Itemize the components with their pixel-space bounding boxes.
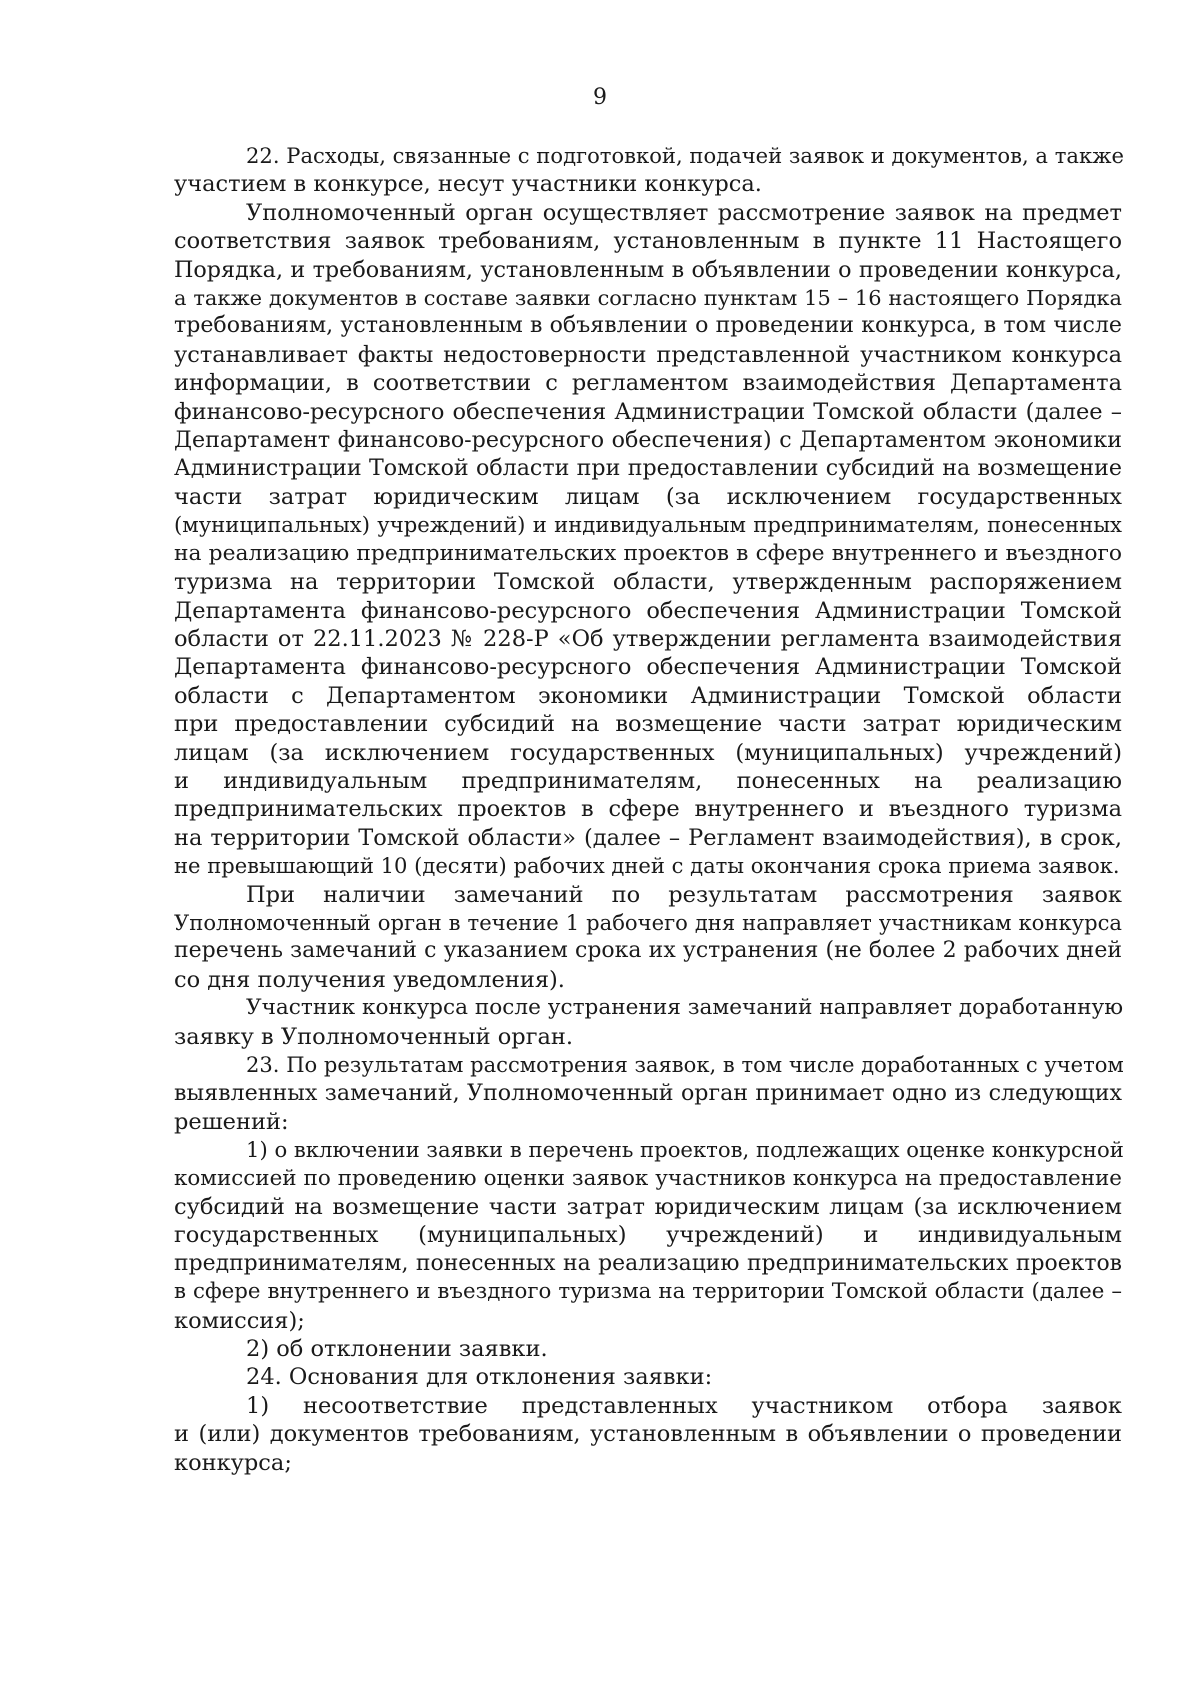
text-line: области от 22.11.2023 № 228-Р «Об утверждении регламента взаимодействия — [174, 625, 1122, 652]
text-line: предпринимательских проектов в сфере внутреннего и въездного туризма — [174, 796, 1122, 823]
text-line: решений: — [174, 1108, 289, 1135]
document-body — [174, 142, 1125, 1477]
text-line: заявку в Уполномоченный орган. — [174, 1023, 574, 1050]
text-line: со дня получения уведомления). — [174, 966, 565, 993]
text-line: при предоставлении субсидий на возмещение части затрат юридическим — [174, 711, 1122, 738]
text-line: на реализацию предпринимательских проектов в сфере внутреннего и въездного — [174, 540, 1122, 566]
text-line: туризма на территории Томской области, утвержденным распоряжением — [174, 569, 1122, 596]
text-line: не превышающий 10 (десяти) рабочих дней с даты окончания срока приема заявок. — [174, 853, 1120, 879]
text-line: части затрат юридическим лицам (за исключением государственных — [174, 483, 1122, 510]
text-line: 2) об отклонении заявки. — [246, 1336, 548, 1363]
text-line: области с Департаментом экономики Администрации Томской области — [174, 682, 1122, 709]
page-number: 9 — [593, 85, 607, 110]
text-line: Департамента финансово-ресурсного обеспечения Администрации Томской — [174, 654, 1122, 681]
text-line: конкурса; — [174, 1449, 292, 1476]
text-line: субсидий на возмещение части затрат юридическим лицам (за исключением — [174, 1194, 1122, 1221]
text-line: участием в конкурсе, несут участники конкурса. — [174, 171, 762, 198]
text-line: а также документов в составе заявки согласно пунктам 15 – 16 настоящего Порядка — [174, 286, 1122, 311]
text-line: и (или) документов требованиям, установленным в объявлении о проведении — [174, 1421, 1122, 1448]
text-line: комиссией по проведению оценки заявок участников конкурса на предоставление — [174, 1165, 1122, 1191]
text-line: требованиям, установленным в объявлении о проведении конкурса, в том числе — [174, 313, 1122, 339]
text-line: 1) несоответствие представленных участником отбора заявок — [246, 1392, 1122, 1419]
text-line: информации, в соответствии с регламентом взаимодействия Департамента — [174, 370, 1122, 397]
text-line: комиссия); — [174, 1307, 305, 1334]
text-line: Порядка, и требованиям, установленным в объявлении о проведении конкурса, — [174, 256, 1122, 283]
text-line: 1) о включении заявки в перечень проектов, подлежащих оценке конкурсной — [246, 1137, 1124, 1163]
text-line: в сфере внутреннего и въездного туризма на территории Томской области (далее – — [174, 1279, 1122, 1305]
text-line: Уполномоченный орган в течение 1 рабочего дня направляет участникам конкурса — [174, 909, 1122, 935]
text-line: Уполномоченный орган осуществляет рассмотрение заявок на предмет — [246, 199, 1122, 226]
text-line: Департамент финансово-ресурсного обеспечения) с Департаментом экономики — [174, 427, 1122, 454]
text-line: При наличии замечаний по результатам рассмотрения заявок — [246, 881, 1122, 908]
text-line: Администрации Томской области при предоставлении субсидий на возмещение — [174, 455, 1122, 482]
text-line: финансово-ресурсного обеспечения Администрации Томской области (далее – — [174, 398, 1122, 425]
text-line: устанавливает факты недостоверности представленной участником конкурса — [174, 341, 1122, 368]
text-line: предпринимателям, понесенных на реализацию предпринимательских проектов — [174, 1250, 1122, 1276]
text-line: Департамента финансово-ресурсного обеспечения Администрации Томской — [174, 597, 1122, 624]
text-line: 22. Расходы, связанные с подготовкой, подачей заявок и документов, а также — [246, 143, 1125, 168]
text-line: лицам (за исключением государственных (муниципальных) учреждений) — [174, 739, 1122, 766]
text-line: перечень замечаний с указанием срока их устранения (не более 2 рабочих дней — [174, 938, 1122, 964]
text-line: 24. Основания для отклонения заявки: — [246, 1364, 713, 1391]
text-line: государственных (муниципальных) учреждений) и индивидуальным — [174, 1222, 1122, 1249]
text-line: на территории Томской области» (далее – Регламент взаимодействия), в срок, — [174, 824, 1122, 851]
text-line: и индивидуальным предпринимателям, понесенных на реализацию — [174, 767, 1122, 794]
text-line: (муниципальных) учреждений) и индивидуальным предпринимателям, понесенных — [174, 512, 1122, 538]
text-line: Участник конкурса после устранения замечаний направляет доработанную — [246, 995, 1124, 1021]
text-line: 23. По результатам рассмотрения заявок, в том числе доработанных с учетом — [246, 1052, 1124, 1077]
text-line: выявленных замечаний, Уполномоченный орган принимает одно из следующих — [174, 1080, 1122, 1107]
text-line: соответствия заявок требованиям, установленным в пункте 11 Настоящего — [174, 228, 1122, 255]
